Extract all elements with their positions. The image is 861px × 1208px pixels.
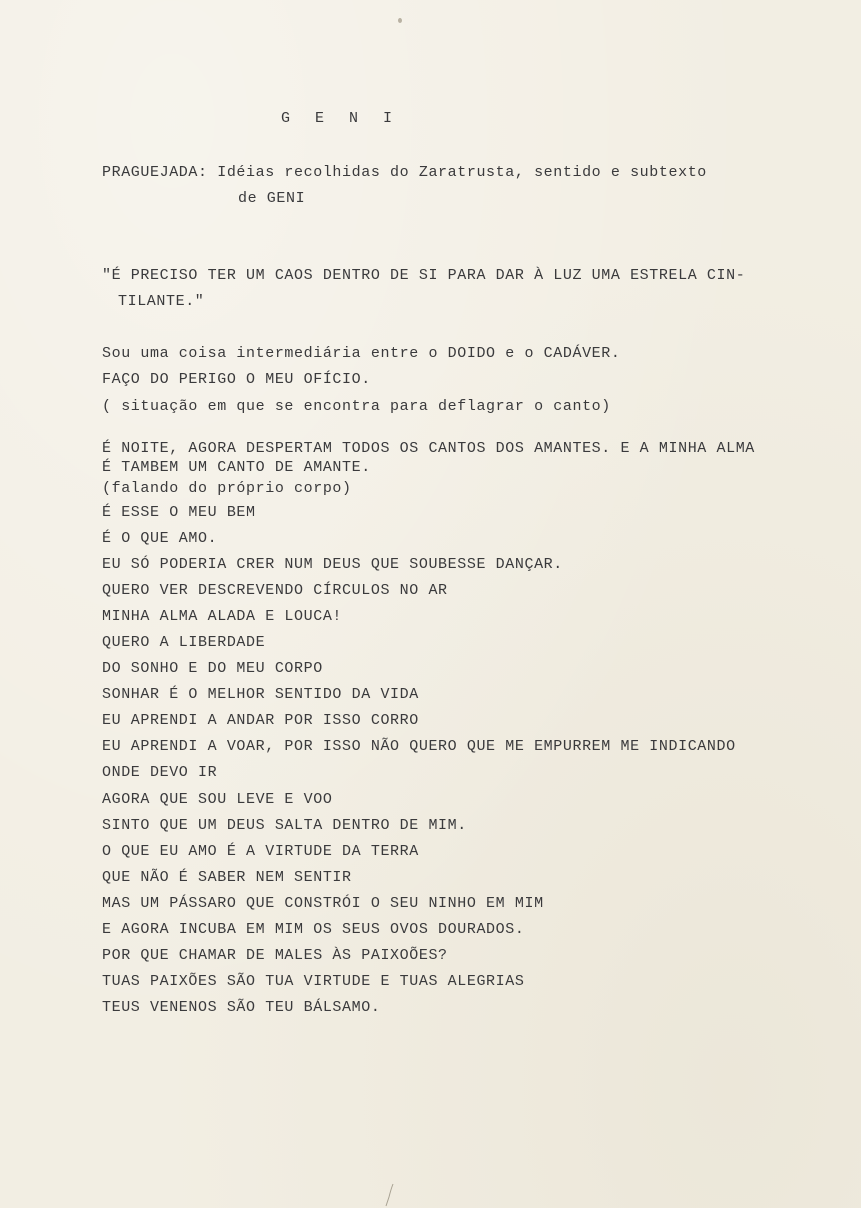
intro-line-2: de GENI (238, 190, 306, 207)
text-line: É NOITE, AGORA DESPERTAM TODOS OS CANTOS DOS AMANTES. E A MINHA ALMA (102, 440, 755, 457)
text-line: É O QUE AMO. (102, 530, 218, 547)
quote-line-2: TILANTE." (118, 293, 205, 310)
text-line: AGORA QUE SOU LEVE E VOO (102, 791, 333, 808)
text-line: FAÇO DO PERIGO O MEU OFÍCIO. (102, 371, 371, 388)
text-line: É TAMBEM UM CANTO DE AMANTE. (102, 459, 371, 476)
text-line: EU APRENDI A VOAR, POR ISSO NÃO QUERO QUE ME EMPURREM ME INDICANDO (102, 738, 736, 755)
text-line: É ESSE O MEU BEM (102, 504, 256, 521)
text-line: Sou uma coisa intermediária entre o DOIDO e o CADÁVER. (102, 345, 621, 362)
text-line: EU APRENDI A ANDAR POR ISSO CORRO (102, 712, 419, 729)
text-line: EU SÓ PODERIA CRER NUM DEUS QUE SOUBESSE DANÇAR. (102, 556, 563, 573)
text-line: (falando do próprio corpo) (102, 480, 352, 497)
intro-line-1: PRAGUEJADA: Idéias recolhidas do Zaratrusta, sentido e subtexto (102, 164, 707, 181)
text-line: QUE NÃO É SABER NEM SENTIR (102, 869, 352, 886)
text-line: DO SONHO E DO MEU CORPO (102, 660, 323, 677)
text-line: QUERO VER DESCREVENDO CÍRCULOS NO AR (102, 582, 448, 599)
text-line: SINTO QUE UM DEUS SALTA DENTRO DE MIM. (102, 817, 467, 834)
text-line: POR QUE CHAMAR DE MALES ÀS PAIXOÕES? (102, 947, 448, 964)
text-line: E AGORA INCUBA EM MIM OS SEUS OVOS DOURADOS. (102, 921, 525, 938)
text-line: MINHA ALMA ALADA E LOUCA! (102, 608, 343, 625)
text-line: TUAS PAIXÕES SÃO TUA VIRTUDE E TUAS ALEGRIAS (102, 973, 525, 990)
pen-mark (384, 1183, 398, 1207)
text-line: QUERO A LIBERDADE (102, 634, 266, 651)
text-line: O QUE EU AMO É A VIRTUDE DA TERRA (102, 843, 419, 860)
quote-line-1: "É PRECISO TER UM CAOS DENTRO DE SI PARA DAR À LUZ UMA ESTRELA CIN- (102, 267, 746, 284)
text-line: TEUS VENENOS SÃO TEU BÁLSAMO. (102, 999, 381, 1016)
text-line: ONDE DEVO IR (102, 764, 218, 781)
document-title: G E N I (281, 110, 401, 127)
text-line: SONHAR É O MELHOR SENTIDO DA VIDA (102, 686, 419, 703)
text-line: ( situação em que se encontra para deflagrar o canto) (102, 398, 611, 415)
ink-speck (398, 18, 402, 23)
text-line: MAS UM PÁSSARO QUE CONSTRÓI O SEU NINHO EM MIM (102, 895, 544, 912)
